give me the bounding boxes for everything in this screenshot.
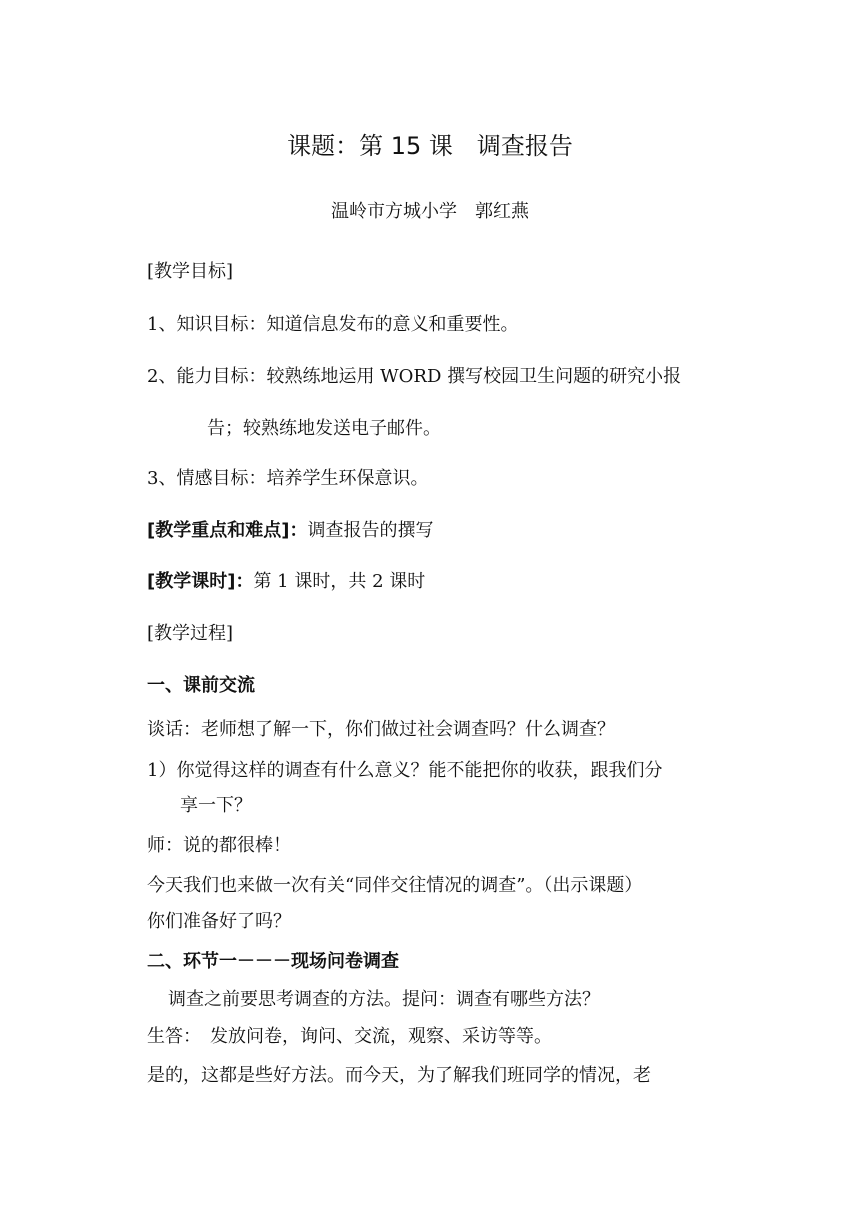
section-1-paragraph-line: 今天我们也来做一次有关“同伴交往情况的调查”。（出示课题） xyxy=(147,875,643,896)
section-2-heading: 二、环节一－－－现场问卷调查 xyxy=(147,951,399,972)
section-1-heading: 一、课前交流 xyxy=(147,675,255,696)
section-1-paragraph-line: 你们准备好了吗？ xyxy=(147,911,291,932)
section-2-paragraph-line: 生答： 发放问卷，询问、交流，观察、采访等等。 xyxy=(147,1026,552,1047)
section-2-paragraph-line: 是的，这都是些好方法。而今天，为了解我们班同学的情况，老 xyxy=(147,1065,651,1086)
key-points-line xyxy=(147,519,433,543)
document-title: 课题：第 15 课 调查报告 xyxy=(287,132,573,160)
section-1-paragraph-line: 1）你觉得这样的调查有什么意义？能不能把你的收获，跟我们分 xyxy=(147,760,663,781)
class-hours-value: 第 1 课时，共 2 课时 xyxy=(253,571,426,592)
objectives-heading: [教学目标] xyxy=(147,261,234,282)
objective-1: 1、知识目标：知道信息发布的意义和重要性。 xyxy=(147,314,519,335)
objective-3: 3、情感目标：培养学生环保意识。 xyxy=(147,468,429,489)
objective-2-line-1: 2、能力目标：较熟练地运用 WORD 撰写校园卫生问题的研究小报 xyxy=(147,366,682,387)
process-heading: [教学过程] xyxy=(147,623,234,644)
section-1-paragraph-line: 享一下？ xyxy=(180,795,252,816)
key-points-label: [教学重点和难点]： xyxy=(147,520,308,541)
section-1-paragraph-line: 谈话：老师想了解一下，你们做过社会调查吗？什么调查？ xyxy=(147,719,615,740)
document-author: 温岭市方城小学 郭红燕 xyxy=(331,201,529,222)
section-2-paragraph-line: 调查之前要思考调查的方法。提问：调查有哪些方法？ xyxy=(168,989,600,1010)
key-points-value: 调查报告的撰写 xyxy=(307,520,434,541)
objective-2-line-2: 告；较熟练地发送电子邮件。 xyxy=(207,418,441,439)
section-1-paragraph-line: 师：说的都很棒！ xyxy=(147,835,291,856)
class-hours-line xyxy=(147,570,425,594)
class-hours-label: [教学课时]： xyxy=(147,571,254,592)
